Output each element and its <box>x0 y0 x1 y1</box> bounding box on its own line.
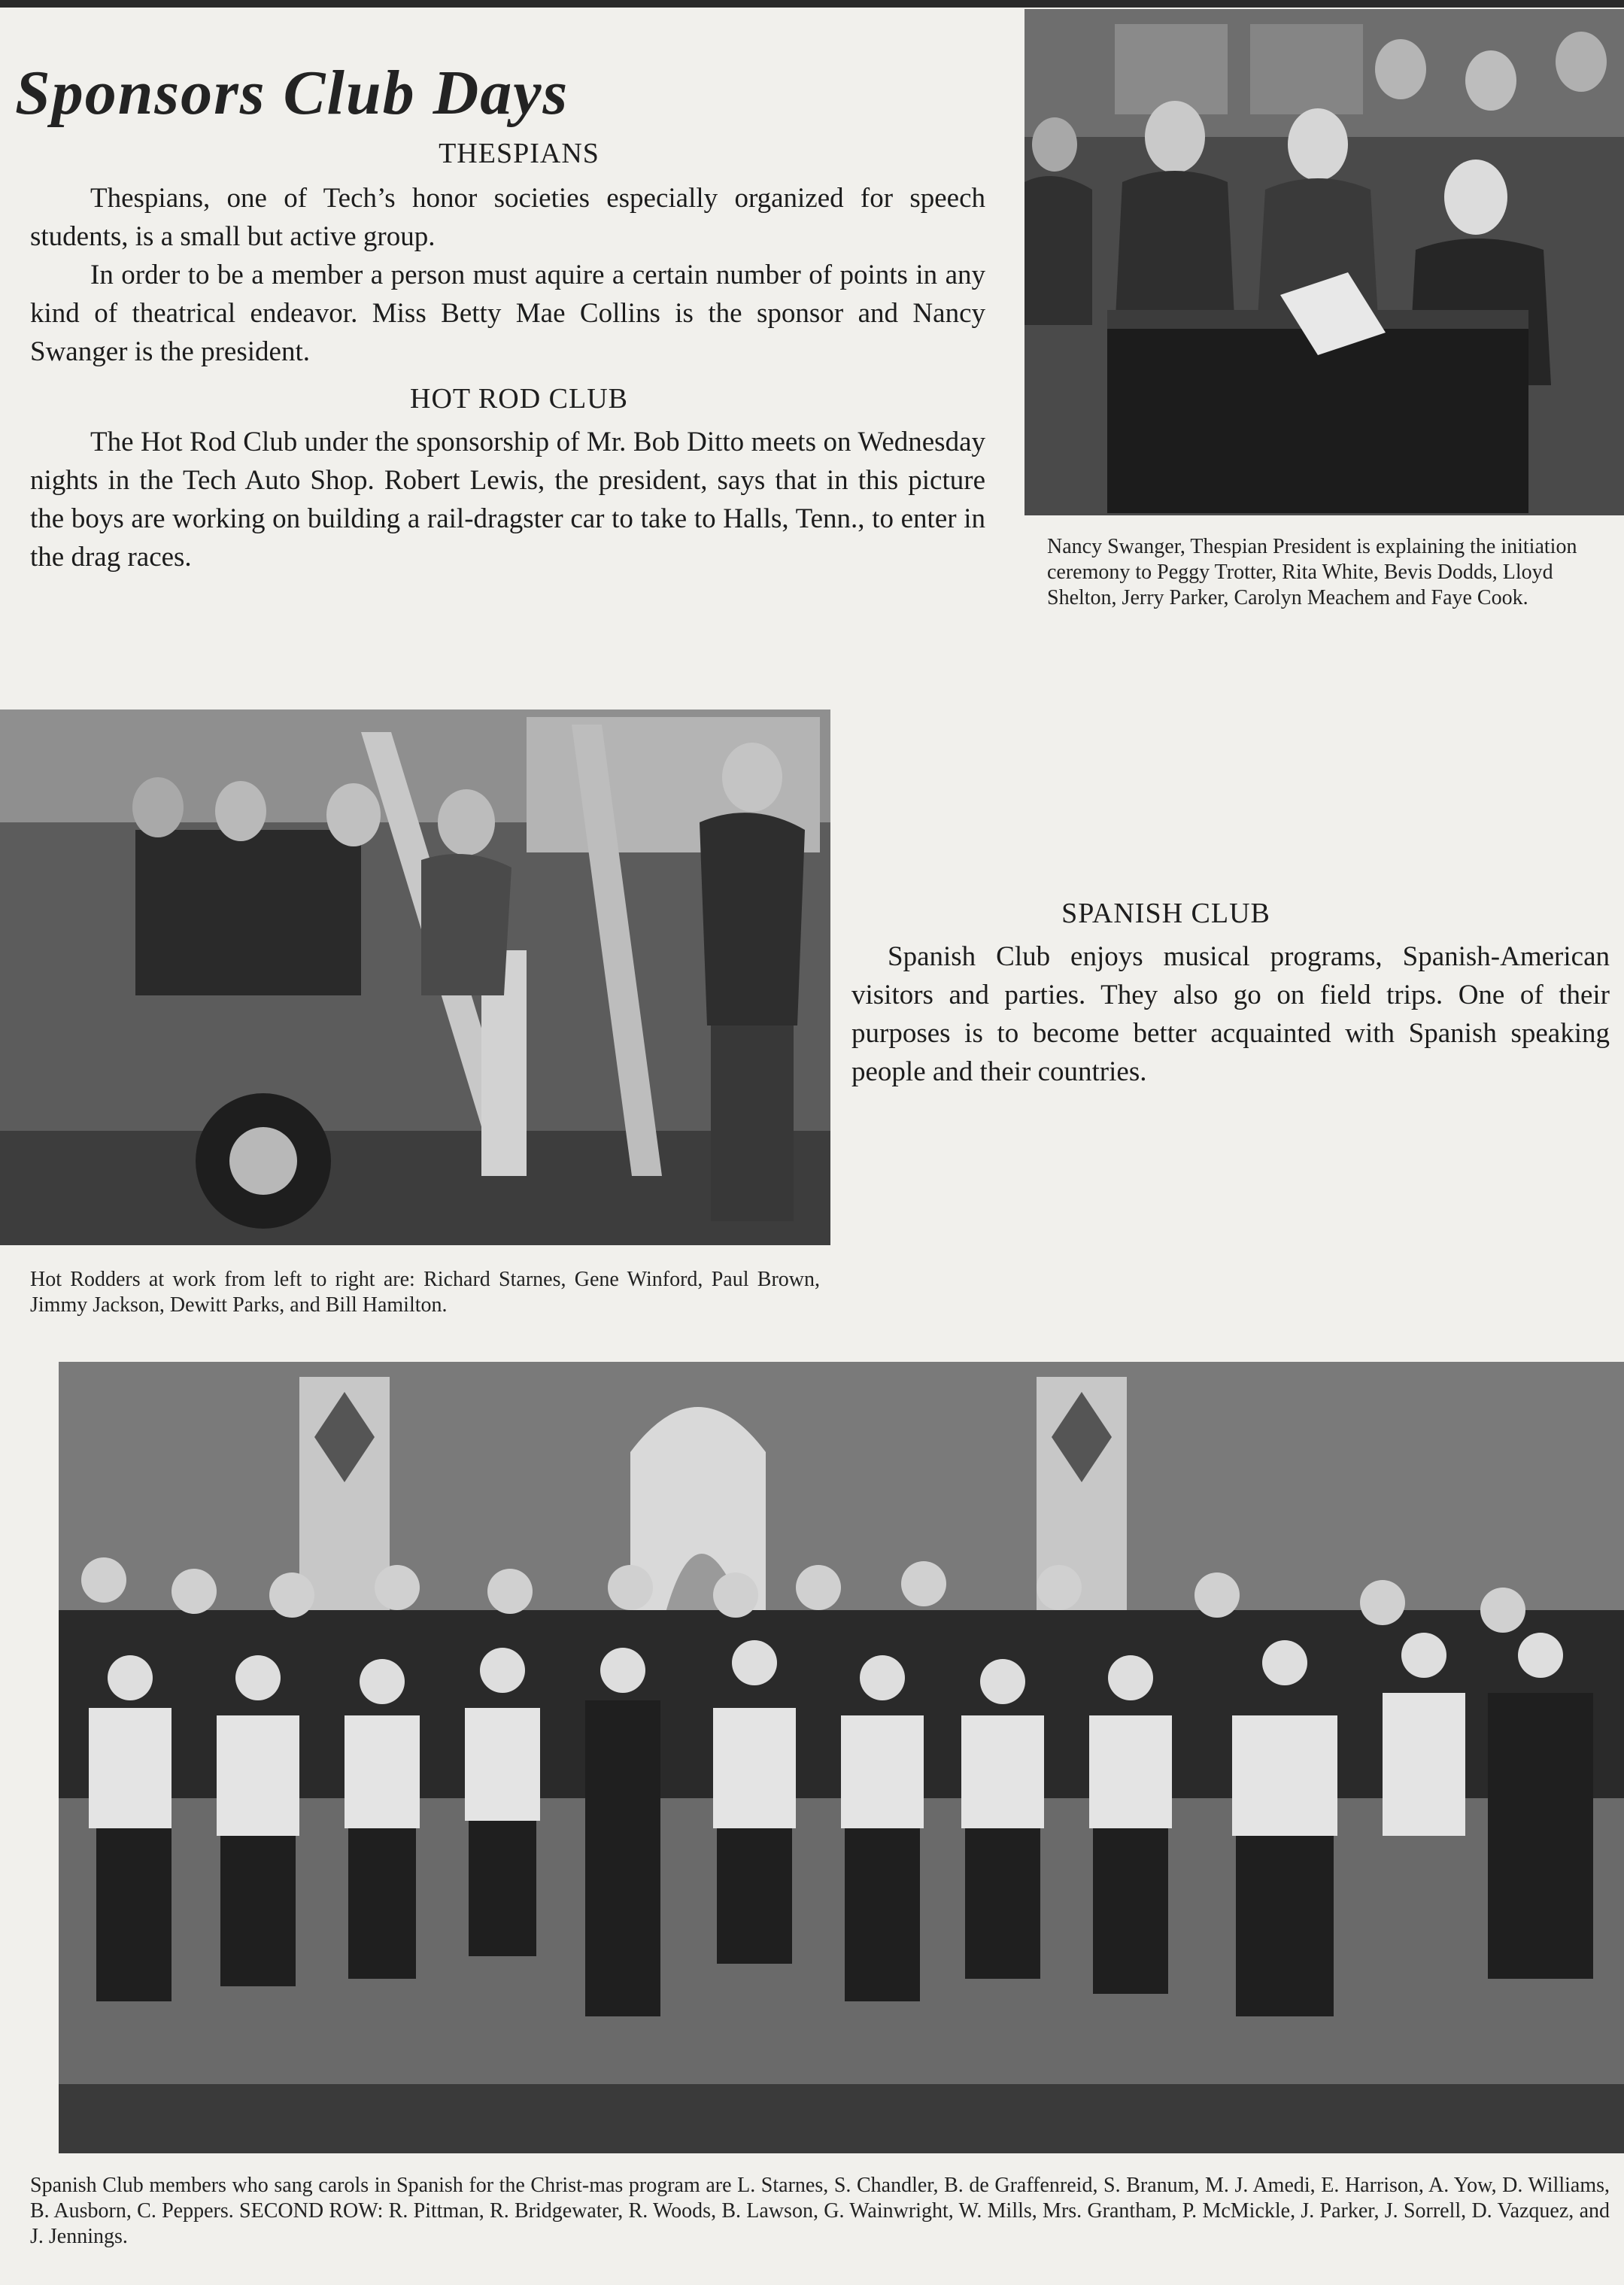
hot-rod-text <box>30 423 985 576</box>
spanish-paragraph-text: Spanish Club enjoys musical programs, Spanish-American visitors and parties. They also go on field trips. One of their purposes is to become better acquainted with Spanish speaking people and their countries. <box>851 941 1610 1087</box>
thespians-heading: THESPIANS <box>439 138 600 169</box>
spanish-heading: SPANISH CLUB <box>1061 898 1270 929</box>
thespians-caption: Nancy Swanger, Thespian President is explaining the initiation ceremony to Peggy Trotter, Rita White, Bevis Dodds, Lloyd Shelton, Jerry Parker, Carolyn Meachem and Faye Cook. <box>1047 535 1577 609</box>
page-top-border <box>0 0 1624 8</box>
hot-rod-photo-illustration <box>0 710 830 1245</box>
spanish-club-photo <box>59 1362 1624 2153</box>
hot-rod-photo <box>0 710 830 1245</box>
thespians-photo <box>1024 9 1624 515</box>
spanish-paragraph <box>851 937 1610 1091</box>
thespians-paragraph-1-text: Thespians, one of Tech’s honor societies especially organized for speech students, is a small but active group. <box>30 183 985 252</box>
spanish-club-photo-illustration <box>59 1362 1624 2153</box>
thespians-paragraph-2-text: In order to be a member a person must aquire a certain number of points in any kind of theatrical endeavor. Miss Betty Mae Collins is the sponsor and Nancy Swanger is the president. <box>30 260 985 367</box>
hot-rod-heading: HOT ROD CLUB <box>410 383 628 415</box>
hot-rod-paragraph <box>30 423 985 576</box>
thespians-text <box>30 179 985 371</box>
thespians-photo-illustration <box>1024 9 1624 515</box>
hot-rod-caption: Hot Rodders at work from left to right are: Richard Starnes, Gene Winford, Paul Brown, Jimmy Jackson, Dewitt Parks, and Bill Hamilton. <box>30 1268 820 1317</box>
page-title: Sponsors Club Days <box>15 58 569 128</box>
hot-rod-paragraph-text: The Hot Rod Club under the sponsorship of Mr. Bob Ditto meets on Wednesday nights in the Tech Auto Shop. Robert Lewis, the president, says that in this picture the boys are working on building a rail-dragster car to take to Halls, Tenn., to enter in the drag races. <box>30 427 985 573</box>
thespians-paragraph-1 <box>30 179 985 256</box>
spanish-club-caption: Spanish Club members who sang carols in Spanish for the Christ-mas program are L. Starnes, S. Chandler, B. de Graffenreid, S. Branum, M. J. Amedi, E. Harrison, A. Yow, D. Williams, B. Ausborn, C. Peppers. SECOND ROW: R. Pittman, R. Bridgewater, R. Woods, B. Lawson, G. Wainwright, W. Mills, Mrs. Grantham, P. McMickle, J. Parker, J. Sorrell, D. Vazquez, and J. Jennings. <box>30 2174 1610 2248</box>
thespians-paragraph-2 <box>30 256 985 371</box>
spanish-text <box>851 937 1610 1091</box>
